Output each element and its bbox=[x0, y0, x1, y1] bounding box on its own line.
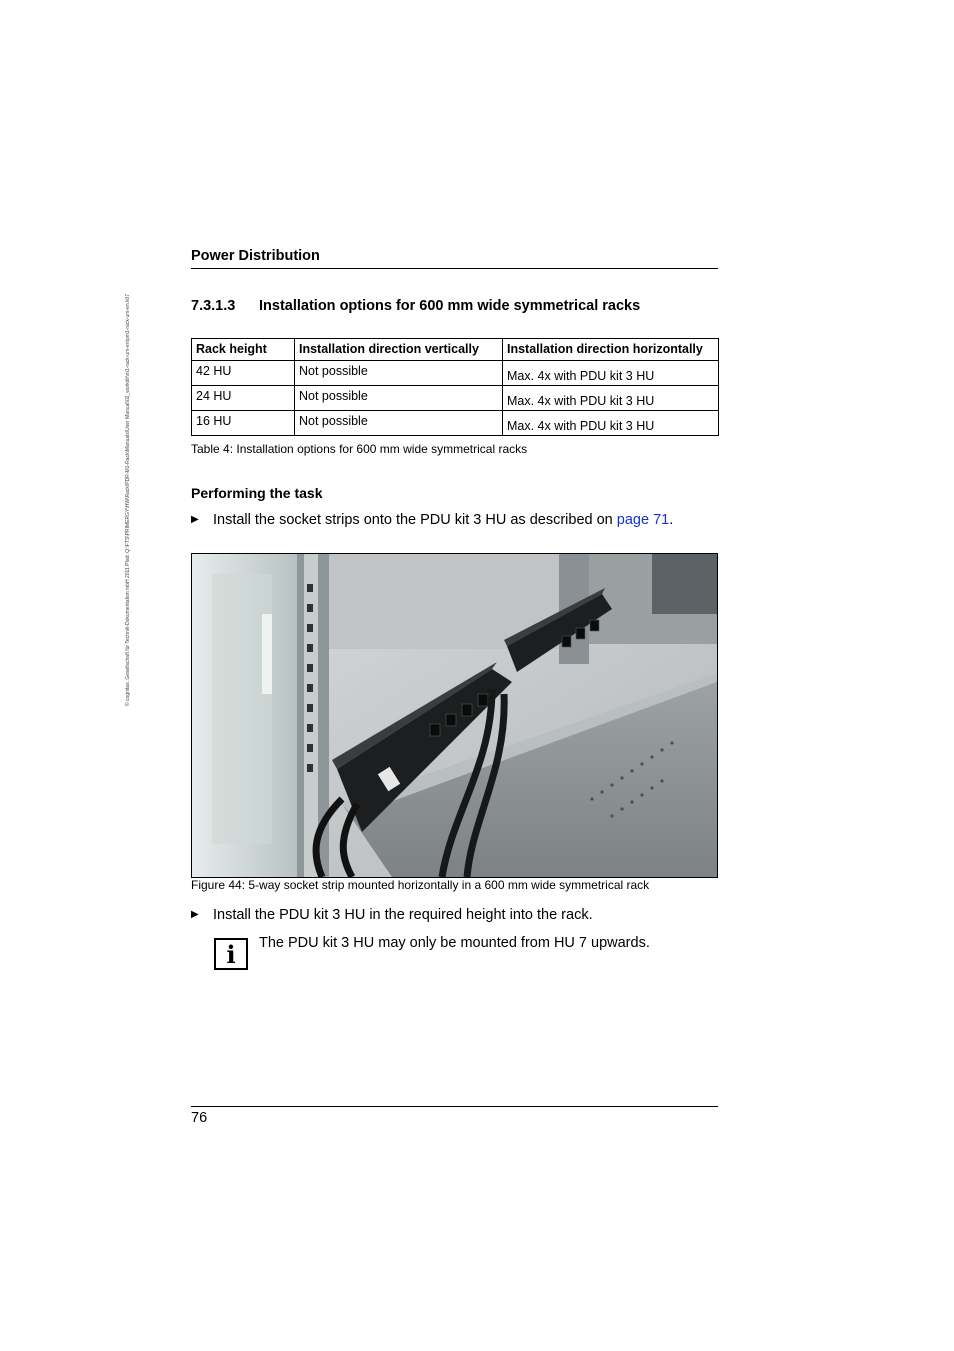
table-cell: 42 HU bbox=[192, 361, 295, 386]
table-cell: 16 HU bbox=[192, 411, 295, 436]
step-arrow-icon: ▶ bbox=[191, 514, 199, 525]
figure-photo bbox=[191, 553, 718, 878]
page-71-link[interactable]: page 71 bbox=[616, 512, 670, 528]
section-number: 7.3.1.3 bbox=[191, 298, 236, 314]
step-install-socket-strips bbox=[191, 512, 673, 528]
margin-note-text: © cognitas. Gesellschaft für Technik-Dokumentation mbH 2011 Pfad: Q:\FTS\PRIMERGY\HW\Rack\PDR-M1-Rack\Manuals\User Manual\02_workdir\m1-rack-um-en\pm1-rack-um-en.k07 bbox=[125, 293, 131, 707]
chapter-header: Power Distribution bbox=[191, 248, 718, 269]
info-icon: i bbox=[214, 938, 248, 970]
table-cell: Max. 4x with PDU kit 3 HU bbox=[503, 361, 719, 386]
section-title bbox=[191, 298, 640, 314]
table-row bbox=[192, 411, 719, 436]
step-install-pdu-kit bbox=[191, 907, 593, 923]
step-arrow-icon: ▶ bbox=[191, 909, 199, 920]
table-cell: Not possible bbox=[295, 411, 503, 436]
task-heading: Performing the task bbox=[191, 485, 323, 501]
table-header-row bbox=[192, 339, 719, 361]
table-cell: Not possible bbox=[295, 361, 503, 386]
table-cell: 24 HU bbox=[192, 386, 295, 411]
table-header-cell: Rack height bbox=[192, 339, 295, 361]
table-cell: Max. 4x with PDU kit 3 HU bbox=[503, 411, 719, 436]
step-text: Install the PDU kit 3 HU in the required height into the rack. bbox=[213, 907, 593, 923]
file-path-margin-note bbox=[122, 240, 134, 760]
installation-options-table bbox=[191, 338, 719, 436]
table-cell: Not possible bbox=[295, 386, 503, 411]
step-text-end: . bbox=[669, 512, 674, 528]
table-header-cell: Installation direction vertically bbox=[295, 339, 503, 361]
step-text: Install the socket strips onto the PDU kit 3 HU as described on bbox=[213, 512, 617, 528]
table-caption: Table 4: Installation options for 600 mm wide symmetrical racks bbox=[191, 442, 528, 456]
table-row bbox=[192, 361, 719, 386]
figure-caption: Figure 44: 5-way socket strip mounted horizontally in a 600 mm wide symmetrical rack bbox=[191, 878, 650, 892]
table-cell: Max. 4x with PDU kit 3 HU bbox=[503, 386, 719, 411]
table-header-cell: Installation direction horizontally bbox=[503, 339, 719, 361]
table-row bbox=[192, 386, 719, 411]
section-title-text: Installation options for 600 mm wide symmetrical racks bbox=[259, 298, 641, 314]
page-number: 76 bbox=[191, 1110, 208, 1126]
footer-divider bbox=[191, 1106, 718, 1107]
note-text: The PDU kit 3 HU may only be mounted from HU 7 upwards. bbox=[259, 935, 650, 951]
